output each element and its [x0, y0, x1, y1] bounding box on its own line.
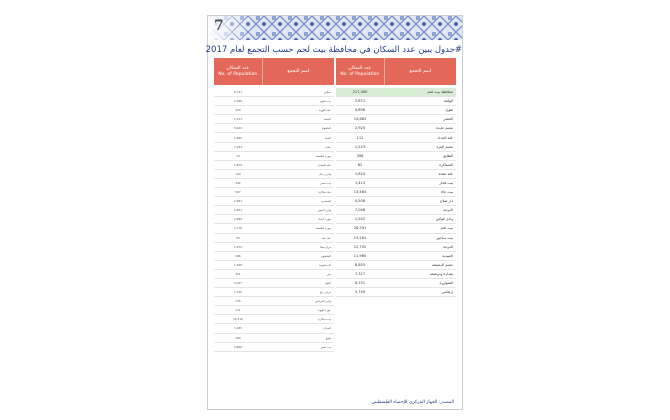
population-cell: 7,194: [233, 144, 242, 149]
locality-cell: بيت فلوح: [320, 99, 331, 104]
table-row: [214, 243, 334, 252]
table-row: [336, 124, 456, 133]
table-right-half: [336, 58, 456, 352]
population-cell: 135: [235, 299, 241, 304]
locality-cell: وادي رحال: [318, 171, 331, 176]
locality-cell: جورة الهوى: [317, 308, 331, 313]
locality-cell: الجلطوح: [321, 253, 331, 258]
table-row: [214, 133, 334, 142]
table-row: [336, 288, 456, 297]
population-cell: 1,081: [233, 199, 242, 204]
locality-cell: خلة اللوزة: [319, 108, 331, 113]
locality-cell: الدوحة: [443, 208, 453, 213]
locality-cell: وادي النيص: [317, 208, 331, 213]
locality-cell: خلة سكاريا: [318, 190, 331, 195]
locality-cell: خلة الحداد: [437, 135, 453, 140]
population-cell: 2,699: [233, 217, 242, 222]
table-header: [336, 58, 456, 85]
population-cell: 7,048: [354, 208, 366, 213]
locality-cell: الولجة: [443, 99, 453, 104]
population-cell: 4,767: [233, 281, 242, 286]
header-population-ar: عدد السكان: [348, 65, 372, 71]
population-cell: 1,413: [354, 180, 366, 185]
table-body-right: [336, 88, 456, 297]
table-row: [214, 224, 334, 233]
locality-cell: محافظة بيت لحم: [427, 90, 453, 95]
table-row: [336, 234, 456, 243]
table-row: [214, 115, 334, 124]
locality-cell: مخيم العزة: [436, 144, 453, 149]
header-population-en: No. of Population: [218, 71, 258, 77]
table-body-left: [214, 88, 334, 352]
table-row: [336, 224, 456, 233]
population-cell: 1,096: [233, 99, 242, 104]
table-row: [214, 343, 334, 352]
banner-pattern-image: [208, 16, 462, 40]
table-title: #جدول يبين عدد السكان في محافظة بيت لحم حسب التجمع لعام 2017: [205, 45, 462, 55]
locality-cell: بيت تعمر: [320, 344, 331, 349]
table-row: [214, 124, 334, 133]
population-cell: 2,871: [354, 99, 366, 104]
table-row: [214, 324, 334, 333]
table-row: [214, 88, 334, 97]
table-left-half: [214, 58, 334, 352]
table-row: [336, 152, 456, 161]
population-cell: 1,523: [354, 144, 366, 149]
population-cell: 2,461: [233, 208, 242, 213]
locality-cell: العساكرة: [439, 162, 453, 167]
table-row: [336, 115, 456, 124]
table-row: [336, 97, 456, 106]
locality-cell: مخيم الدهيشة: [432, 262, 453, 267]
locality-cell: خلة عفانة: [438, 171, 453, 176]
population-cell: 1,168: [233, 262, 242, 267]
locality-cell: بيت لحم: [440, 226, 453, 231]
population-cell: 1,542: [354, 217, 366, 222]
header-population-en: No. of Population: [340, 71, 380, 77]
table-row: [214, 215, 334, 224]
source-note: المصدر: الجهاز المركزي للإحصاء الفلسطيني: [371, 400, 454, 405]
locality-cell: أم سلمونة: [318, 262, 331, 267]
population-cell: 1,735: [233, 290, 242, 295]
population-cell: 111: [235, 308, 241, 313]
table-row: [336, 188, 456, 197]
header-locality: اسم التجمع: [287, 68, 310, 74]
population-cell: 144: [235, 171, 241, 176]
population-cell: 443: [235, 108, 241, 113]
population-cell: 266: [235, 253, 241, 258]
population-cell: 7,317: [354, 271, 366, 276]
table-row: [336, 161, 456, 170]
table-row: [214, 161, 334, 170]
table-row: [336, 215, 456, 224]
document-page: [207, 15, 463, 410]
table-row: [336, 252, 456, 261]
population-cell: 4,696: [354, 108, 366, 113]
locality-cell: تقوع: [446, 108, 453, 113]
locality-cell: الحلقوم: [322, 126, 331, 131]
locality-cell: مراح معلا: [319, 244, 331, 249]
locality-cell: المنيا: [325, 135, 331, 140]
population-cell: 74: [236, 153, 240, 158]
table-row: [214, 270, 334, 279]
locality-cell: الشواورة: [439, 281, 453, 286]
population-cell: 3,444: [233, 126, 242, 131]
population-cell: 12,510: [233, 317, 243, 322]
table-row: [214, 188, 334, 197]
population-cell: 6,151: [354, 281, 366, 286]
locality-cell: الفوار: [324, 281, 331, 286]
locality-cell: مراح رباح: [319, 290, 331, 295]
population-cell: 2,924: [354, 126, 366, 131]
locality-cell: نحالين: [323, 90, 331, 95]
table-row: [214, 143, 334, 152]
locality-cell: الطابق: [442, 153, 453, 158]
population-cell: 13,484: [353, 190, 367, 195]
population-cell: 2,666: [233, 344, 242, 349]
page-banner: [208, 16, 462, 40]
table-row: [214, 179, 334, 188]
table-row: [214, 334, 334, 343]
population-cell: 507: [235, 190, 241, 195]
locality-cell: بيت ساحور: [436, 235, 453, 240]
table-row: [336, 179, 456, 188]
locality-cell: وادي فوكين: [435, 217, 453, 222]
population-cell: 12,752: [353, 244, 367, 249]
table-row: [214, 252, 334, 261]
table-row: [336, 133, 456, 142]
locality-cell: بيت فجار: [439, 180, 453, 185]
table-row: [336, 270, 456, 279]
locality-cell: إرطاس: [441, 290, 453, 295]
population-cell: 13,281: [353, 235, 367, 240]
table-row: [214, 297, 334, 306]
locality-cell: جورة الشمعة: [315, 153, 331, 158]
locality-cell: الدوحة: [443, 244, 453, 249]
locality-cell: بتير: [326, 271, 331, 276]
locality-cell: جورة الشمعة: [315, 226, 331, 231]
population-cell: 1,185: [233, 326, 242, 331]
population-cell: 5,745: [354, 290, 366, 295]
table-row: [214, 288, 334, 297]
table-row: [214, 315, 334, 324]
population-cell: 342: [235, 180, 241, 185]
table-row: [214, 170, 334, 179]
table-row: [336, 143, 456, 152]
table-row: [214, 152, 334, 161]
population-cell: 1,131: [233, 117, 242, 122]
table-row: [214, 261, 334, 270]
locality-cell: هندازة وبريضعة: [429, 271, 453, 276]
table-row: [336, 88, 456, 97]
population-cell: 1,624: [354, 171, 366, 176]
page-number: 7: [214, 18, 224, 34]
locality-cell: الخضر: [443, 117, 453, 122]
locality-cell: بيت تعمر: [320, 180, 331, 185]
population-cell: 14,683: [353, 117, 367, 122]
table-header: [214, 58, 334, 85]
population-cell: 11,960: [353, 253, 367, 258]
locality-cell: جورة الديك: [317, 217, 331, 222]
population-cell: 217,400: [352, 90, 368, 95]
population-cell: 1,819: [233, 162, 242, 167]
table-row: [336, 170, 456, 179]
header-population: [214, 58, 263, 85]
locality-cell: خلة النعمان: [317, 162, 331, 167]
population-cell: 82: [357, 162, 363, 167]
table-row: [336, 279, 456, 288]
header-population-ar: عدد السكان: [226, 65, 250, 71]
locality-cell: الجبعة: [323, 117, 331, 122]
locality-cell: مخيم عايدة: [436, 126, 453, 131]
population-cell: 8,855: [354, 262, 366, 267]
table-row: [336, 243, 456, 252]
locality-cell: خلة حمد: [321, 235, 331, 240]
population-cell: 380: [235, 335, 241, 340]
table-row: [214, 206, 334, 215]
table-row: [336, 206, 456, 215]
locality-cell: بيت جالا: [440, 190, 453, 195]
population-cell: 112: [356, 135, 364, 140]
locality-cell: تقوع: [325, 335, 331, 340]
table-row: [214, 306, 334, 315]
locality-cell: جناتة: [325, 144, 331, 149]
population-cell: 28,591: [353, 226, 367, 231]
locality-cell: دار صلاح: [440, 199, 453, 204]
population-cell: 321: [235, 271, 241, 276]
table-row: [214, 197, 334, 206]
population-cell: 1,072: [233, 244, 242, 249]
population-cell: 398: [356, 153, 364, 158]
locality-cell: المعصرة: [320, 199, 331, 204]
population-cell: 1,695: [233, 135, 242, 140]
table-row: [214, 279, 334, 288]
locality-cell: كيسان: [323, 326, 331, 331]
population-cell: 1,778: [233, 226, 242, 231]
population-cell: 4,508: [354, 199, 366, 204]
population-cell: 93: [236, 235, 240, 240]
table-row: [336, 261, 456, 270]
table-row: [336, 106, 456, 115]
table-row: [214, 97, 334, 106]
locality-cell: وادي العرايس: [314, 299, 331, 304]
header-locality: اسم التجمع: [409, 68, 432, 74]
locality-cell: بيت سكاريا: [318, 317, 331, 322]
population-table: [214, 58, 456, 352]
header-population: [336, 58, 385, 85]
population-cell: 8,741: [233, 90, 242, 95]
table-row: [336, 197, 456, 206]
table-row: [214, 106, 334, 115]
table-row: [214, 234, 334, 243]
locality-cell: العبيدية: [442, 253, 453, 258]
